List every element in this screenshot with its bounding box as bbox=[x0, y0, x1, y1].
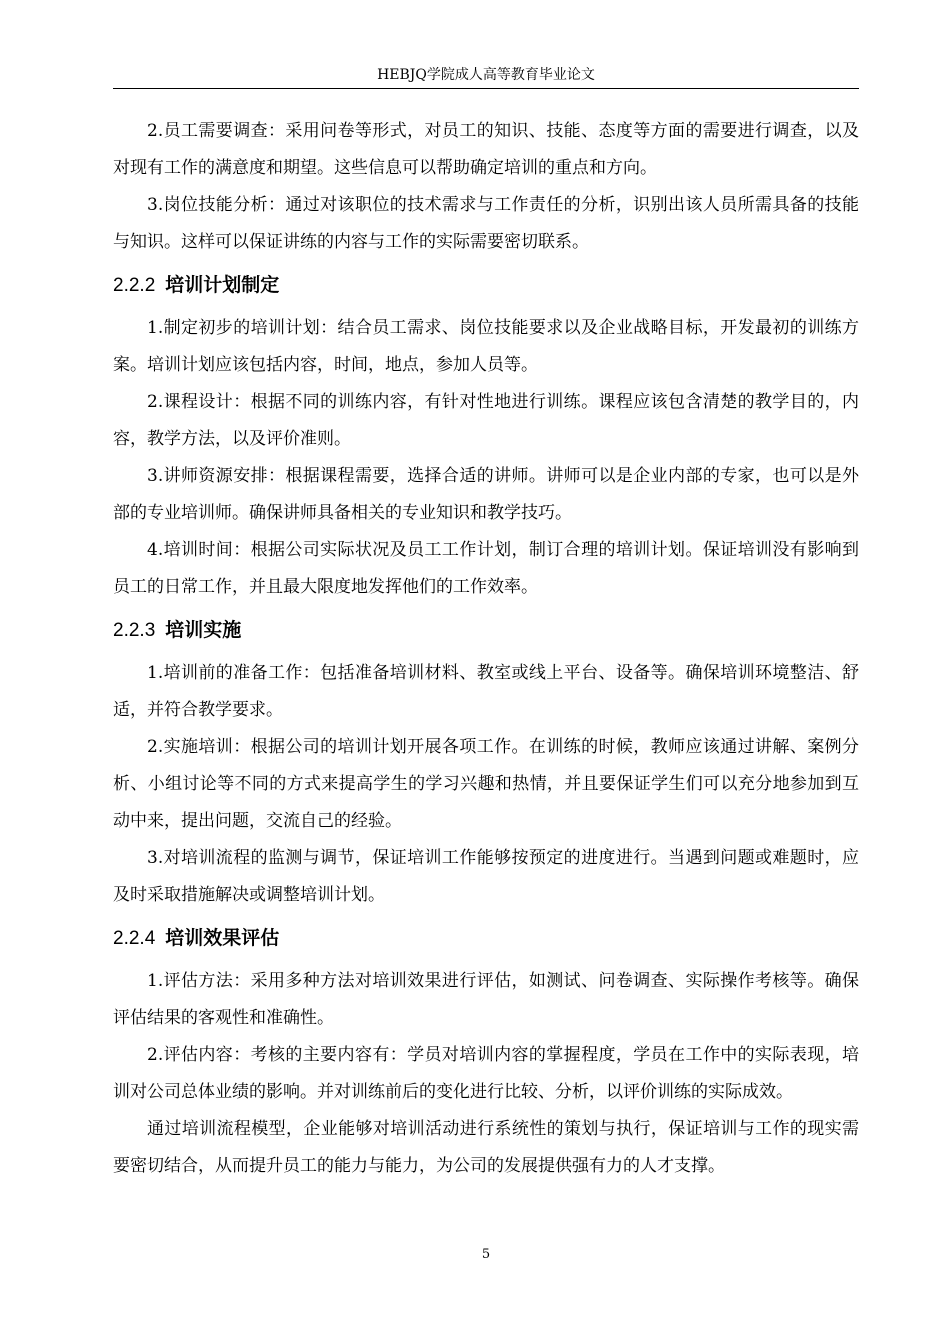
section-number: 2.2.2 bbox=[113, 275, 156, 296]
paragraph-employee-survey: 2.员工需要调查：采用问卷等形式，对员工的知识、技能、态度等方面的需要进行调查，以及对现有工作的满意度和期望。这些信息可以帮助确定培训的重点和方向。 bbox=[113, 121, 859, 178]
page-header: HEBJQ学院成人高等教育毕业论文 bbox=[377, 67, 595, 83]
section-title: 培训计划制定 bbox=[165, 274, 280, 296]
paragraph-conclusion: 通过培训流程模型，企业能够对培训活动进行系统性的策划与执行，保证培训与工作的现实需要密切结合，从而提升员工的能力与能力，为公司的发展提供强有力的人才支撑。 bbox=[113, 1119, 859, 1176]
section-heading-2-2-4 bbox=[113, 914, 859, 963]
section-number: 2.2.3 bbox=[113, 620, 156, 641]
section-heading-2-2-3 bbox=[113, 606, 859, 655]
paragraph-implementation: 2.实施培训：根据公司的培训计划开展各项工作。在训练的时候，教师应该通过讲解、案例分析、小组讨论等不同的方式来提高学生的学习兴趣和热情，并且要保证学生们可以充分地参加到互动中来，提出问题，交流自己的经验。 bbox=[113, 737, 859, 831]
header-divider bbox=[113, 88, 859, 89]
section-number: 2.2.4 bbox=[113, 928, 156, 949]
paragraph-monitoring: 3.对培训流程的监测与调节，保证培训工作能够按预定的进度进行。当遇到问题或难题时，应及时采取措施解决或调整培训计划。 bbox=[113, 848, 859, 905]
section-title: 培训实施 bbox=[165, 619, 242, 641]
paragraph-course-design: 2.课程设计：根据不同的训练内容，有针对性地进行训练。课程应该包含清楚的教学目的，内容，教学方法，以及评价准则。 bbox=[113, 392, 859, 449]
paragraph-lecturer-resources: 3.讲师资源安排：根据课程需要，选择合适的讲师。讲师可以是企业内部的专家，也可以是外部的专业培训师。确保讲师具备相关的专业知识和教学技巧。 bbox=[113, 466, 859, 523]
paragraph-preparation: 1.培训前的准备工作：包括准备培训材料、教室或线上平台、设备等。确保培训环境整洁、舒适，并符合教学要求。 bbox=[113, 663, 859, 720]
paragraph-initial-plan: 1.制定初步的培训计划：结合员工需求、岗位技能要求以及企业战略目标，开发最初的训练方案。培训计划应该包括内容，时间，地点，参加人员等。 bbox=[113, 318, 859, 375]
section-title: 培训效果评估 bbox=[165, 927, 280, 949]
paragraph-evaluation-content: 2.评估内容：考核的主要内容有：学员对培训内容的掌握程度，学员在工作中的实际表现，培训对公司总体业绩的影响。并对训练前后的变化进行比较、分析，以评价训练的实际成效。 bbox=[113, 1045, 859, 1102]
paragraph-skill-analysis: 3.岗位技能分析：通过对该职位的技术需求与工作责任的分析，识别出该人员所需具备的技能与知识。这样可以保证讲练的内容与工作的实际需要密切联系。 bbox=[113, 195, 859, 252]
page-number: 5 bbox=[481, 1247, 491, 1262]
paragraph-evaluation-methods: 1.评估方法：采用多种方法对培训效果进行评估，如测试、问卷调查、实际操作考核等。确保评估结果的客观性和准确性。 bbox=[113, 971, 859, 1028]
document-body bbox=[113, 113, 859, 1185]
paragraph-training-time: 4.培训时间：根据公司实际状况及员工工作计划，制订合理的培训计划。保证培训没有影响到员工的日常工作，并且最大限度地发挥他们的工作效率。 bbox=[113, 540, 859, 597]
section-heading-2-2-2 bbox=[113, 261, 859, 310]
